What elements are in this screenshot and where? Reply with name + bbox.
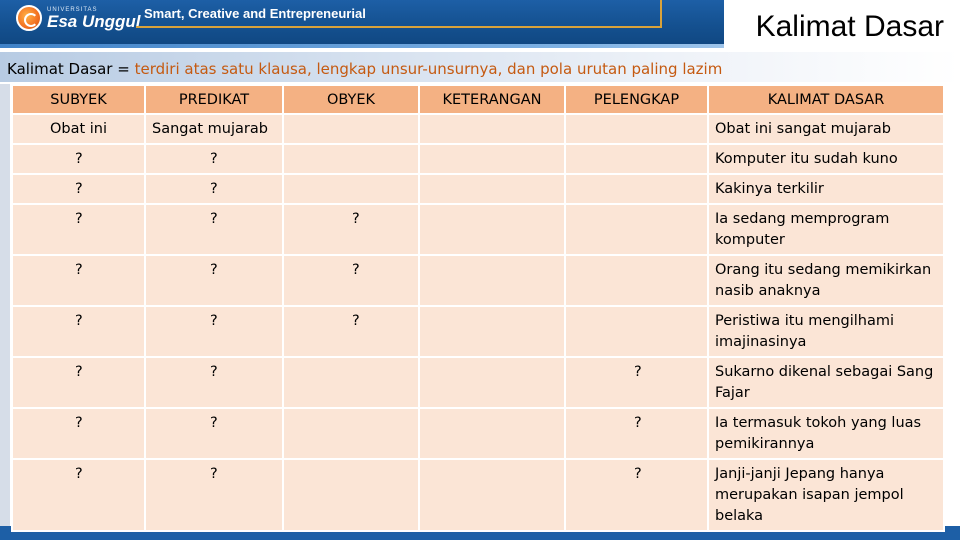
cell-keterangan	[419, 255, 565, 306]
cell-subyek: Obat ini	[12, 114, 145, 144]
header-subyek: SUBYEK	[12, 85, 145, 114]
table-row	[12, 204, 944, 255]
logo-name: Esa Unggul	[47, 11, 141, 31]
cell-obyek: ?	[283, 204, 419, 255]
cell-keterangan	[419, 114, 565, 144]
table-row	[12, 408, 944, 459]
cell-predikat: ?	[145, 174, 283, 204]
cell-pelengkap: ?	[565, 408, 708, 459]
header-pelengkap: PELENGKAP	[565, 85, 708, 114]
cell-subyek: ?	[12, 255, 145, 306]
cell-pelengkap	[565, 255, 708, 306]
cell-predikat: ?	[145, 357, 283, 408]
cell-predikat: Sangat mujarab	[145, 114, 283, 144]
cell-keterangan	[419, 174, 565, 204]
cell-predikat: ?	[145, 144, 283, 174]
cell-keterangan	[419, 306, 565, 357]
logo-text	[47, 7, 141, 30]
cell-kalimat-dasar: Peristiwa itu mengilhami imajinasinya	[708, 306, 944, 357]
cell-obyek	[283, 459, 419, 531]
table-row	[12, 459, 944, 531]
slide-subtitle	[7, 60, 722, 78]
cell-obyek	[283, 408, 419, 459]
cell-pelengkap: ?	[565, 357, 708, 408]
header-keterangan: KETERANGAN	[419, 85, 565, 114]
cell-kalimat-dasar: Komputer itu sudah kuno	[708, 144, 944, 174]
cell-kalimat-dasar: Janji-janji Jepang hanya merupakan isapan jempol belaka	[708, 459, 944, 531]
table-row	[12, 114, 944, 144]
cell-predikat: ?	[145, 408, 283, 459]
cell-obyek	[283, 114, 419, 144]
cell-subyek: ?	[12, 306, 145, 357]
cell-kalimat-dasar: Obat ini sangat mujarab	[708, 114, 944, 144]
cell-keterangan	[419, 357, 565, 408]
cell-obyek	[283, 357, 419, 408]
cell-keterangan	[419, 459, 565, 531]
cell-keterangan	[419, 144, 565, 174]
cell-pelengkap	[565, 174, 708, 204]
slide-title: Kalimat Dasar	[755, 10, 944, 43]
title-box	[724, 0, 960, 48]
cell-obyek	[283, 144, 419, 174]
cell-keterangan	[419, 204, 565, 255]
header-kalimat-dasar: KALIMAT DASAR	[708, 85, 944, 114]
cell-predikat: ?	[145, 204, 283, 255]
cell-obyek	[283, 174, 419, 204]
cell-obyek: ?	[283, 306, 419, 357]
cell-pelengkap	[565, 204, 708, 255]
header-obyek: OBYEK	[283, 85, 419, 114]
table-row	[12, 357, 944, 408]
cell-keterangan	[419, 408, 565, 459]
cell-kalimat-dasar: Orang itu sedang memikirkan nasib anaknya	[708, 255, 944, 306]
cell-predikat: ?	[145, 306, 283, 357]
university-logo	[16, 5, 141, 31]
cell-predikat: ?	[145, 459, 283, 531]
cell-subyek: ?	[12, 144, 145, 174]
cell-obyek: ?	[283, 255, 419, 306]
table-row	[12, 174, 944, 204]
subtitle-definition: terdiri atas satu klausa, lengkap unsur-unsurnya, dan pola urutan paling lazim	[134, 60, 723, 78]
cell-pelengkap: ?	[565, 459, 708, 531]
cell-predikat: ?	[145, 255, 283, 306]
logo-small-text: UNIVERSITAS	[47, 6, 98, 13]
table-header-row	[12, 85, 944, 114]
table-row	[12, 255, 944, 306]
tagline: Smart, Creative and Entrepreneurial	[144, 6, 366, 21]
cell-subyek: ?	[12, 357, 145, 408]
header-predikat: PREDIKAT	[145, 85, 283, 114]
logo-emblem-icon	[16, 5, 42, 31]
cell-pelengkap	[565, 144, 708, 174]
cell-kalimat-dasar: Ia termasuk tokoh yang luas pemikirannya	[708, 408, 944, 459]
table-row	[12, 306, 944, 357]
left-decoration	[0, 84, 10, 540]
cell-kalimat-dasar: Kakinya terkilir	[708, 174, 944, 204]
sentence-pattern-table	[11, 84, 945, 532]
subtitle-lead: Kalimat Dasar =	[7, 60, 135, 78]
cell-subyek: ?	[12, 459, 145, 531]
cell-subyek: ?	[12, 204, 145, 255]
cell-kalimat-dasar: Sukarno dikenal sebagai Sang Fajar	[708, 357, 944, 408]
cell-pelengkap	[565, 306, 708, 357]
cell-pelengkap	[565, 114, 708, 144]
cell-subyek: ?	[12, 408, 145, 459]
cell-kalimat-dasar: Ia sedang memprogram komputer	[708, 204, 944, 255]
table-row	[12, 144, 944, 174]
cell-subyek: ?	[12, 174, 145, 204]
